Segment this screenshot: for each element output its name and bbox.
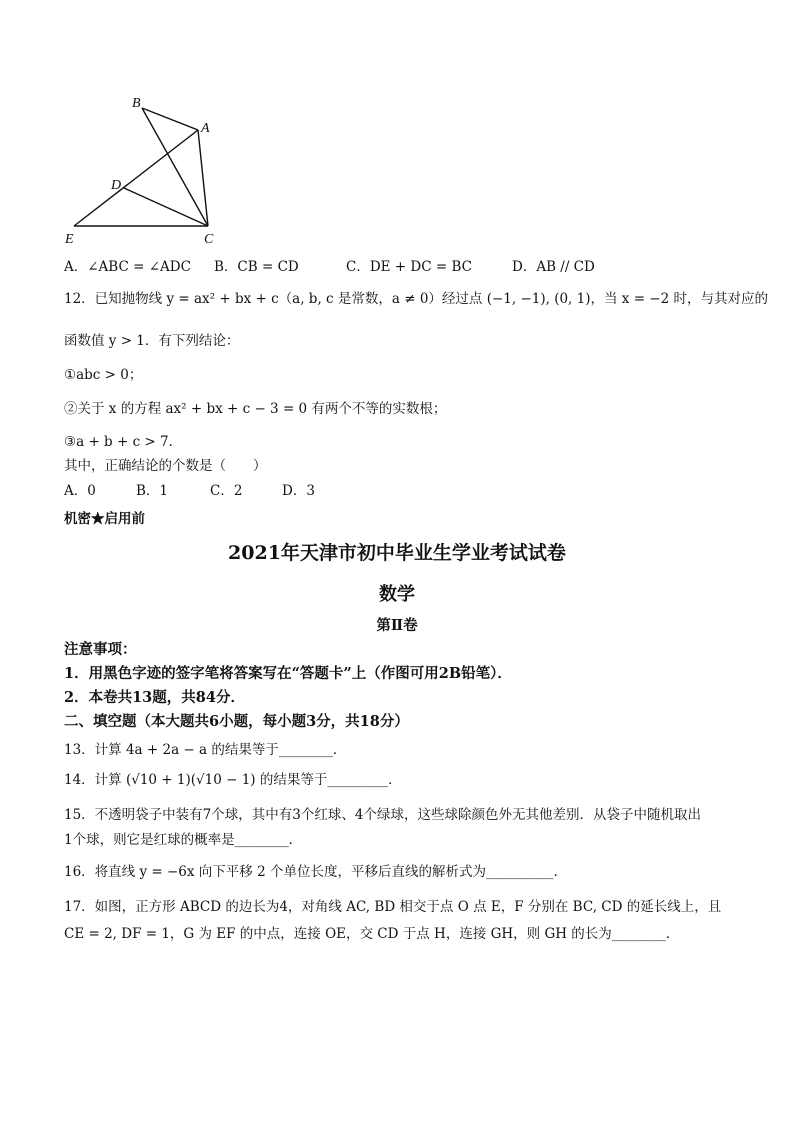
section-heading: 二、填空题（本大题共6小题，每小题3分，共18分）: [64, 713, 409, 730]
label-a: A: [201, 121, 210, 136]
q11-option-a: A．∠ABC = ∠ADC: [64, 259, 191, 275]
q12-option-b: B．1: [136, 483, 169, 499]
notes-item-1: 1．用黑色字迹的签字笔将答案写在“答题卡”上（作图可用2B铅笔）．: [64, 665, 512, 682]
segment-ba: [142, 108, 198, 130]
q11-options: [64, 258, 595, 276]
q14: 14．计算 (√10 + 1)(√10 − 1) 的结果等于_________．: [64, 772, 402, 788]
q17-line1: 17．如图，正方形 ABCD 的边长为4，对角线 AC, BD 相交于点 O 点 E，F 分别在 BC, CD 的延长线上，且: [64, 899, 722, 915]
q12-option-d: D．3: [282, 483, 315, 499]
q12-option-a: A．0: [64, 483, 96, 499]
confidential-mark: 机密★启用前: [64, 511, 145, 527]
q11-option-c: C．DE + DC = BC: [346, 259, 472, 275]
q11-option-b: B．CB = CD: [214, 259, 299, 275]
q12-stem-line2: 函数值 y > 1．有下列结论：: [64, 333, 240, 349]
q12-conclusion-3: ③a + b + c > 7．: [64, 434, 183, 450]
q15-line2: 1个球，则它是红球的概率是________．: [64, 832, 303, 848]
label-e: E: [65, 232, 74, 247]
q12-options: [64, 482, 315, 500]
notes-item-2: 2．本卷共13题，共84分．: [64, 689, 245, 706]
q12-stem-line1: 12．已知抛物线 y = ax² + bx + c（a, b, c 是常数，a ≠ 0）经过点 (−1, −1), (0, 1)，当 x = −2 时，与其对应的: [64, 291, 768, 307]
q12-option-c: C．2: [210, 483, 243, 499]
volume-title: 第Ⅱ卷: [376, 617, 418, 634]
q13: 13．计算 4a + 2a − a 的结果等于________．: [64, 742, 347, 758]
label-b: B: [132, 96, 141, 111]
segment-ae: [74, 130, 198, 226]
q12-question: 其中，正确结论的个数是（ ）: [64, 458, 267, 474]
notes-heading: 注意事项：: [64, 641, 137, 658]
geometry-figure: [58, 92, 228, 250]
label-d: D: [111, 178, 122, 193]
q11-option-d: D．AB // CD: [512, 259, 595, 275]
q12-conclusion-1: ①abc > 0；: [64, 367, 143, 383]
label-c: C: [204, 232, 214, 247]
q17-line2: CE = 2, DF = 1，G 为 EF 的中点，连接 OE，交 CD 于点 H，连接 GH，则 GH 的长为________．: [64, 926, 680, 942]
q16: 16．将直线 y = −6x 向下平移 2 个单位长度，平移后直线的解析式为__________．: [64, 864, 567, 880]
q12-conclusion-2: ②关于 x 的方程 ax² + bx + c − 3 = 0 有两个不等的实数根；: [64, 401, 447, 417]
exam-title: 2021年天津市初中毕业生学业考试试卷: [228, 542, 566, 564]
segment-dc: [124, 188, 208, 226]
q15-line1: 15．不透明袋子中装有7个球，其中有3个红球、4个绿球，这些球除颜色外无其他差别．从袋子中随机取出: [64, 807, 701, 823]
segment-bc: [142, 108, 208, 226]
subject-title: 数学: [379, 584, 415, 605]
